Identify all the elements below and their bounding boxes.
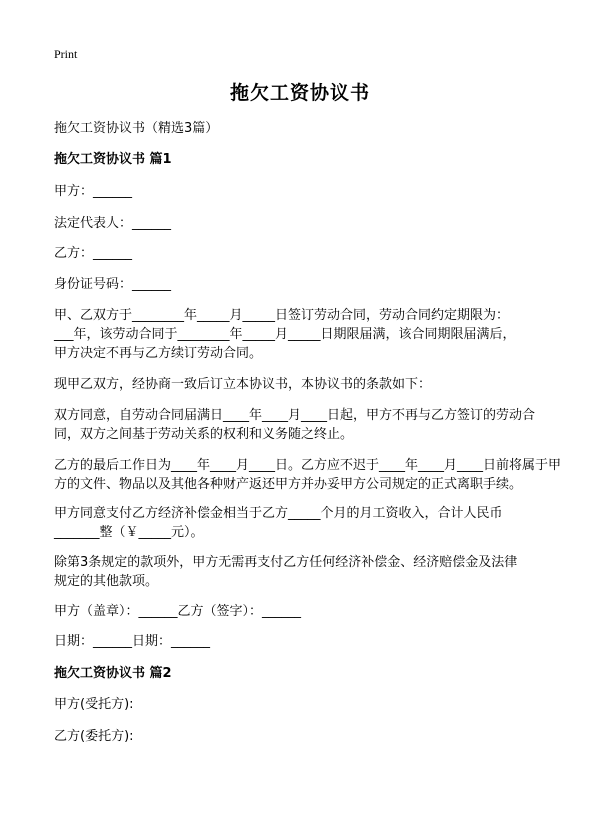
- paragraph-5-line-1: 甲方同意支付乙方经济补偿金相当于乙方_____个月的月工资收入，合计人民币: [54, 506, 503, 521]
- signature-line: 甲方（盖章）：______乙方（签字）：______: [54, 604, 302, 619]
- date-line: 日期：______日期：______: [54, 634, 211, 649]
- paragraph-3-line-1: 双方同意，自劳动合同届满日____年____月____日起，甲方不再与乙方签订的劳动合: [54, 408, 536, 423]
- paragraph-4-line-2: 方的文件、物品以及其他各种财产返还甲方并办妥甲方公司规定的正式离职手续。: [54, 477, 523, 492]
- paragraph-5-line-2: _______整（￥_____元）。: [54, 525, 204, 540]
- legal-representative-field: 法定代表人：______: [54, 216, 172, 231]
- party-a-field: 甲方：______: [54, 184, 133, 199]
- print-label: Print: [54, 47, 78, 61]
- paragraph-3-line-2: 同，双方之间基于劳动关系的权利和义务随之终止。: [54, 427, 354, 442]
- paragraph-6-line-2: 规定的其他款项。: [54, 574, 159, 589]
- party-b-field: 乙方：______: [54, 246, 133, 261]
- paragraph-6-line-1: 除第3条规定的款项外，甲方无需再支付乙方任何经济补偿金、经济赔偿金及法律: [54, 555, 518, 570]
- paragraph-1-line-3: 甲方决定不再与乙方续订劳动合同。: [54, 346, 263, 361]
- document-subtitle: 拖欠工资协议书（精选3篇）: [54, 121, 219, 136]
- paragraph-1-line-1: 甲、乙双方于________年_____月_____日签订劳动合同，劳动合同约定期限为：: [54, 308, 510, 323]
- id-number-field: 身份证号码：______: [54, 277, 172, 292]
- paragraph-1-line-2: ___年，该劳动合同于________年_____月_____日期限届满，该合同期限届满后，: [54, 327, 516, 342]
- section-2-party-b: 乙方(委托方):: [54, 729, 134, 744]
- section-1-heading: 拖欠工资协议书 篇1: [54, 152, 172, 167]
- document-title: 拖欠工资协议书: [229, 82, 370, 104]
- paragraph-2: 现甲乙双方，经协商一致后订立本协议书，本协议书的条款如下：: [54, 377, 432, 392]
- section-2-party-a: 甲方(受托方):: [54, 697, 134, 712]
- paragraph-4-line-1: 乙方的最后工作日为____年____月____日。乙方应不迟于____年____月____日前将属于甲: [54, 458, 562, 473]
- section-2-heading: 拖欠工资协议书 篇2: [54, 666, 172, 681]
